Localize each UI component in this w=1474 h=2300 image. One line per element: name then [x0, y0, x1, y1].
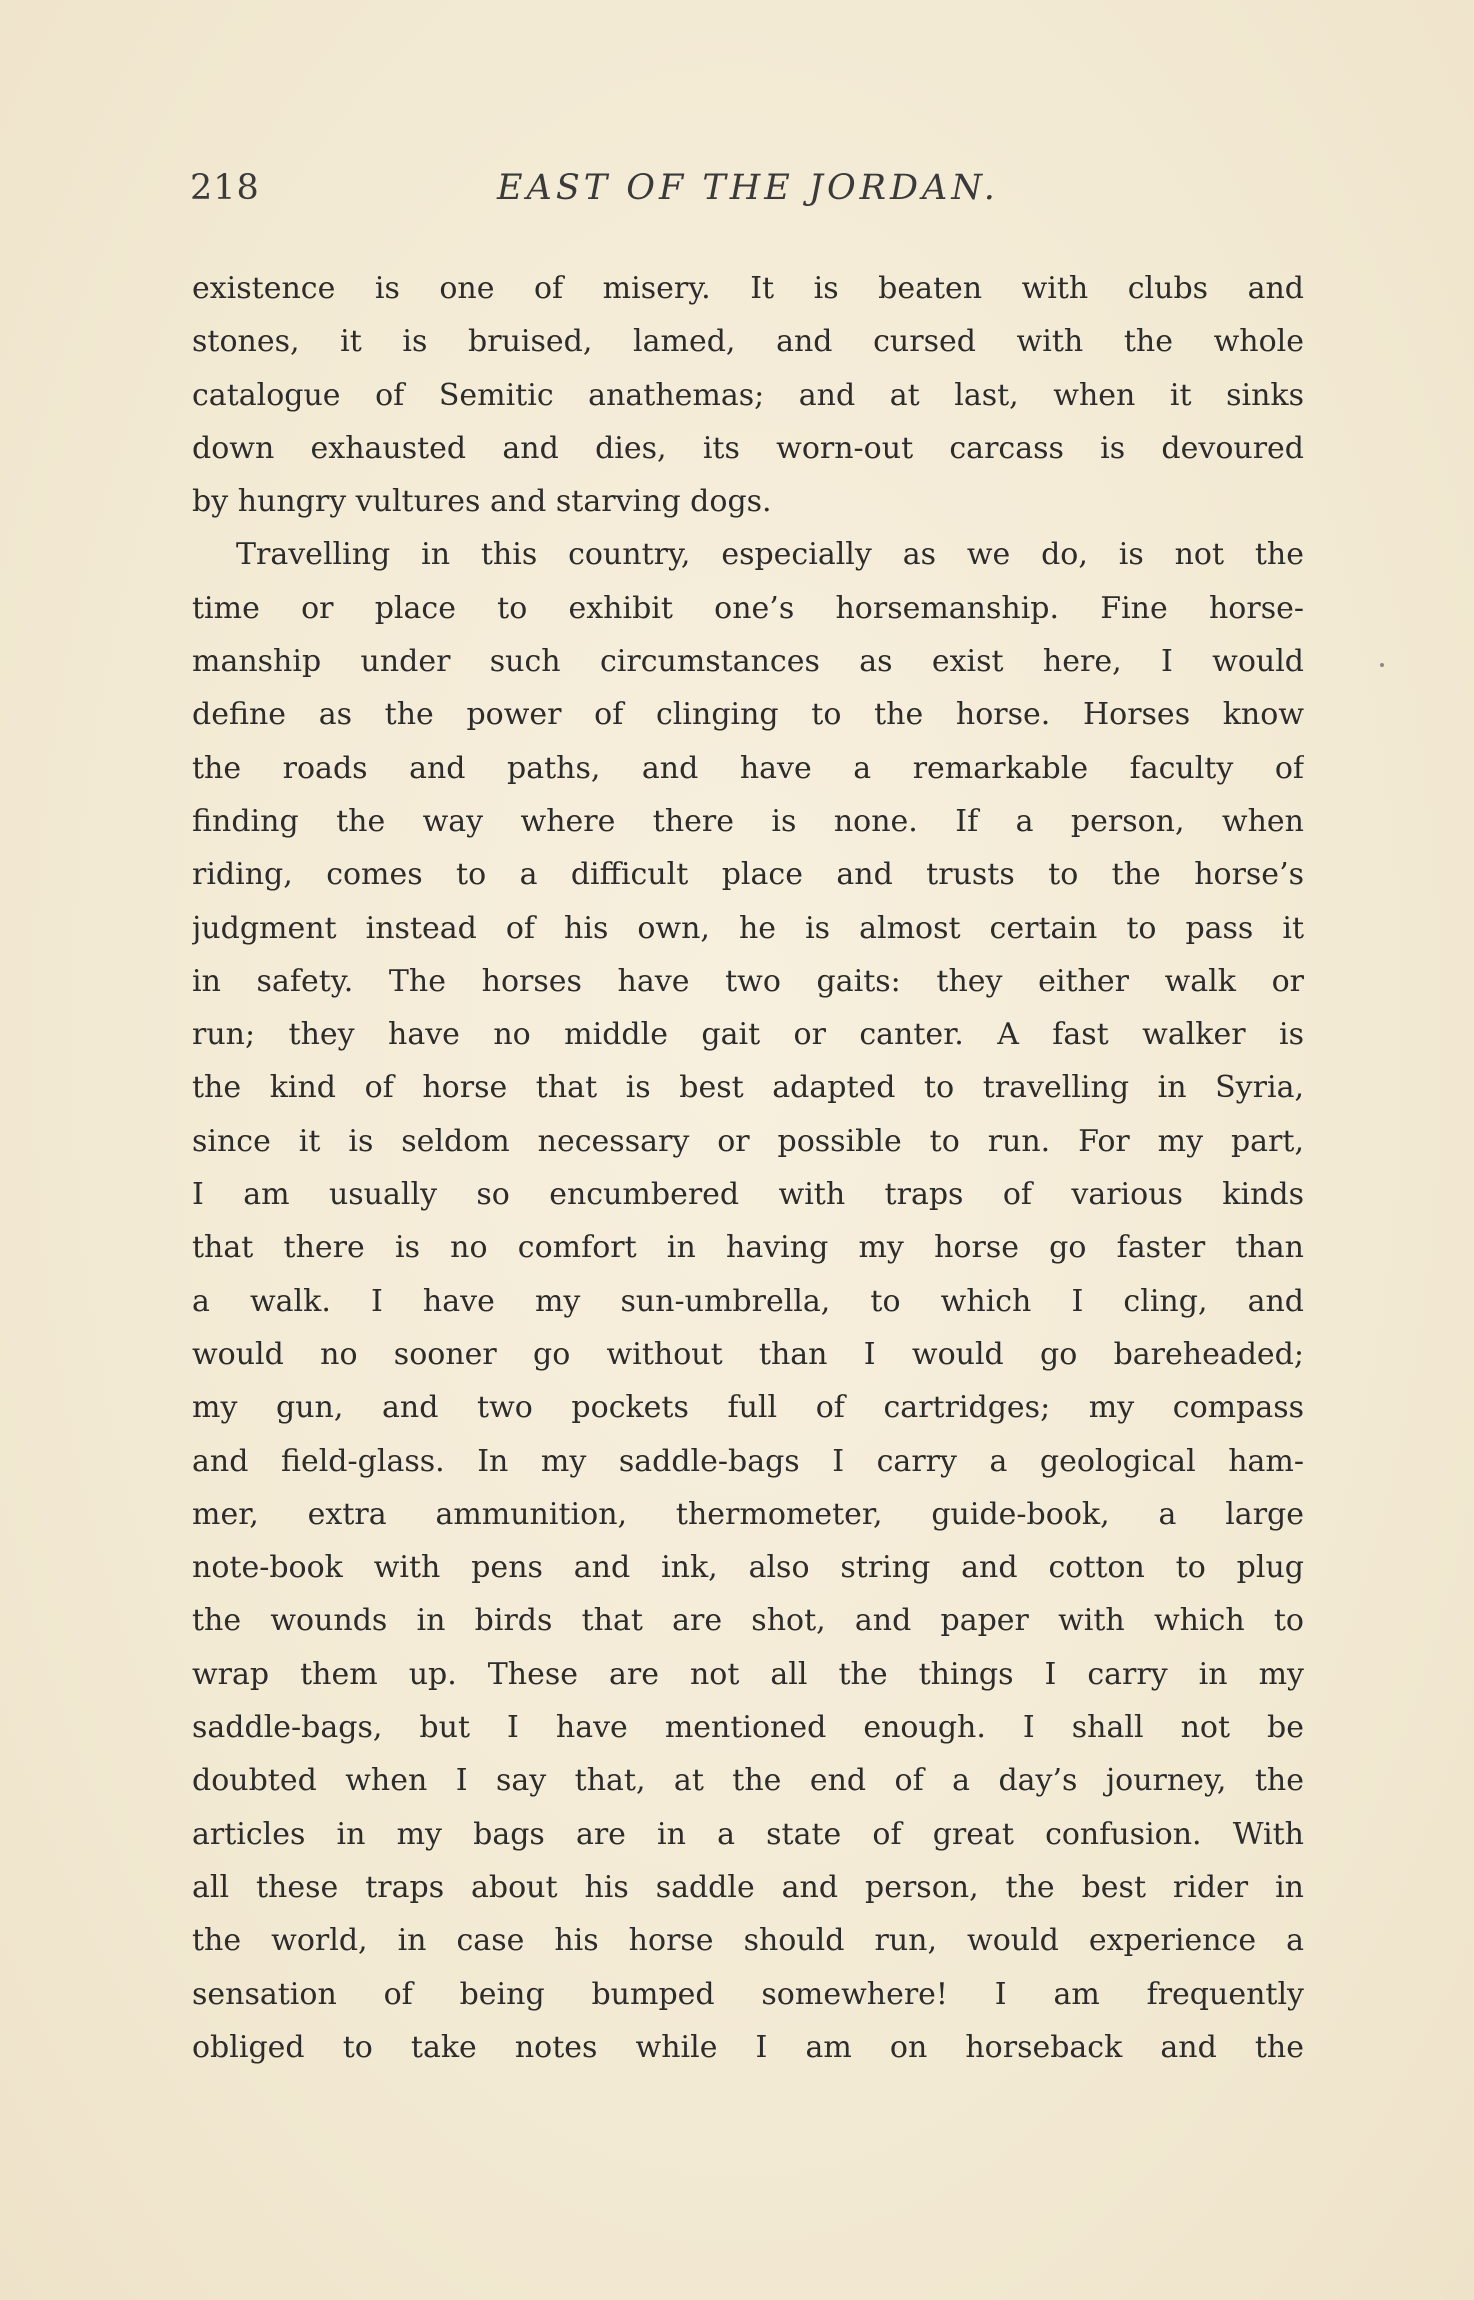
text-line: run; they have no middle gait or canter. A fast walker is — [192, 1017, 1304, 1053]
text-line: a walk. I have my sun-umbrella, to which I cling, and — [192, 1283, 1304, 1319]
text-line: note-book with pens and ink, also string and cotton to plug — [192, 1550, 1304, 1586]
text-line: obliged to take notes while I am on horseback and the — [192, 2029, 1304, 2065]
text-line: I am usually so encumbered with traps of various kinds — [192, 1177, 1304, 1213]
paper-speck — [1380, 663, 1384, 667]
text-line: finding the way where there is none. If a person, when — [192, 803, 1304, 839]
text-line: the wounds in birds that are shot, and paper with which to — [192, 1603, 1304, 1639]
text-line: judgment instead of his own, he is almost certain to pass it — [192, 910, 1304, 946]
text-line: stones, it is bruised, lamed, and cursed with the whole — [192, 324, 1304, 360]
page-number: 218 — [190, 168, 260, 208]
text-line: down exhausted and dies, its worn-out carcass is devoured — [192, 430, 1304, 466]
text-line: would no sooner go without than I would go bareheaded; — [192, 1336, 1304, 1372]
text-line: since it is seldom necessary or possible to run. For my part, — [192, 1123, 1304, 1159]
text-line: doubted when I say that, at the end of a day’s journey, the — [192, 1763, 1304, 1799]
text-line: all these traps about his saddle and person, the best rider in — [192, 1869, 1304, 1905]
page-header — [190, 168, 1310, 228]
text-line: my gun, and two pockets full of cartridges; my compass — [192, 1390, 1304, 1426]
text-line: existence is one of misery. It is beaten with clubs and — [192, 271, 1304, 306]
text-line: the world, in case his horse should run, would experience a — [192, 1923, 1304, 1959]
text-line: catalogue of Semitic anathemas; and at last, when it sinks — [192, 377, 1304, 413]
text-line: the roads and paths, and have a remarkable faculty of — [192, 750, 1304, 786]
text-line: Travelling in this country, especially as we do, is not the — [236, 537, 1304, 573]
text-line: wrap them up. These are not all the things I carry in my — [192, 1656, 1304, 1692]
text-line: saddle-bags, but I have mentioned enough. I shall not be — [192, 1710, 1304, 1746]
text-line: define as the power of clinging to the horse. Horses know — [192, 697, 1304, 733]
text-line: in safety. The horses have two gaits: they either walk or — [192, 963, 1304, 999]
text-line: time or place to exhibit one’s horsemanship. Fine horse- — [192, 590, 1304, 626]
text-line: that there is no comfort in having my horse go faster than — [192, 1230, 1304, 1266]
text-line: the kind of horse that is best adapted to travelling in Syria, — [192, 1070, 1304, 1106]
text-line: riding, comes to a difficult place and trusts to the horse’s — [192, 857, 1304, 893]
running-head: EAST OF THE JORDAN. — [497, 168, 999, 208]
text-line: mer, extra ammunition, thermometer, guide-book, a large — [192, 1496, 1304, 1532]
text-line: and field-glass. In my saddle-bags I carry a geological ham- — [192, 1443, 1304, 1479]
text-line: articles in my bags are in a state of great confusion. With — [192, 1816, 1304, 1852]
body-text — [192, 262, 1304, 2074]
text-line: sensation of being bumped somewhere! I am frequently — [192, 1976, 1304, 2012]
text-line: by hungry vultures and starving dogs. — [192, 484, 772, 520]
text-line: manship under such circumstances as exist here, I would — [192, 644, 1304, 680]
